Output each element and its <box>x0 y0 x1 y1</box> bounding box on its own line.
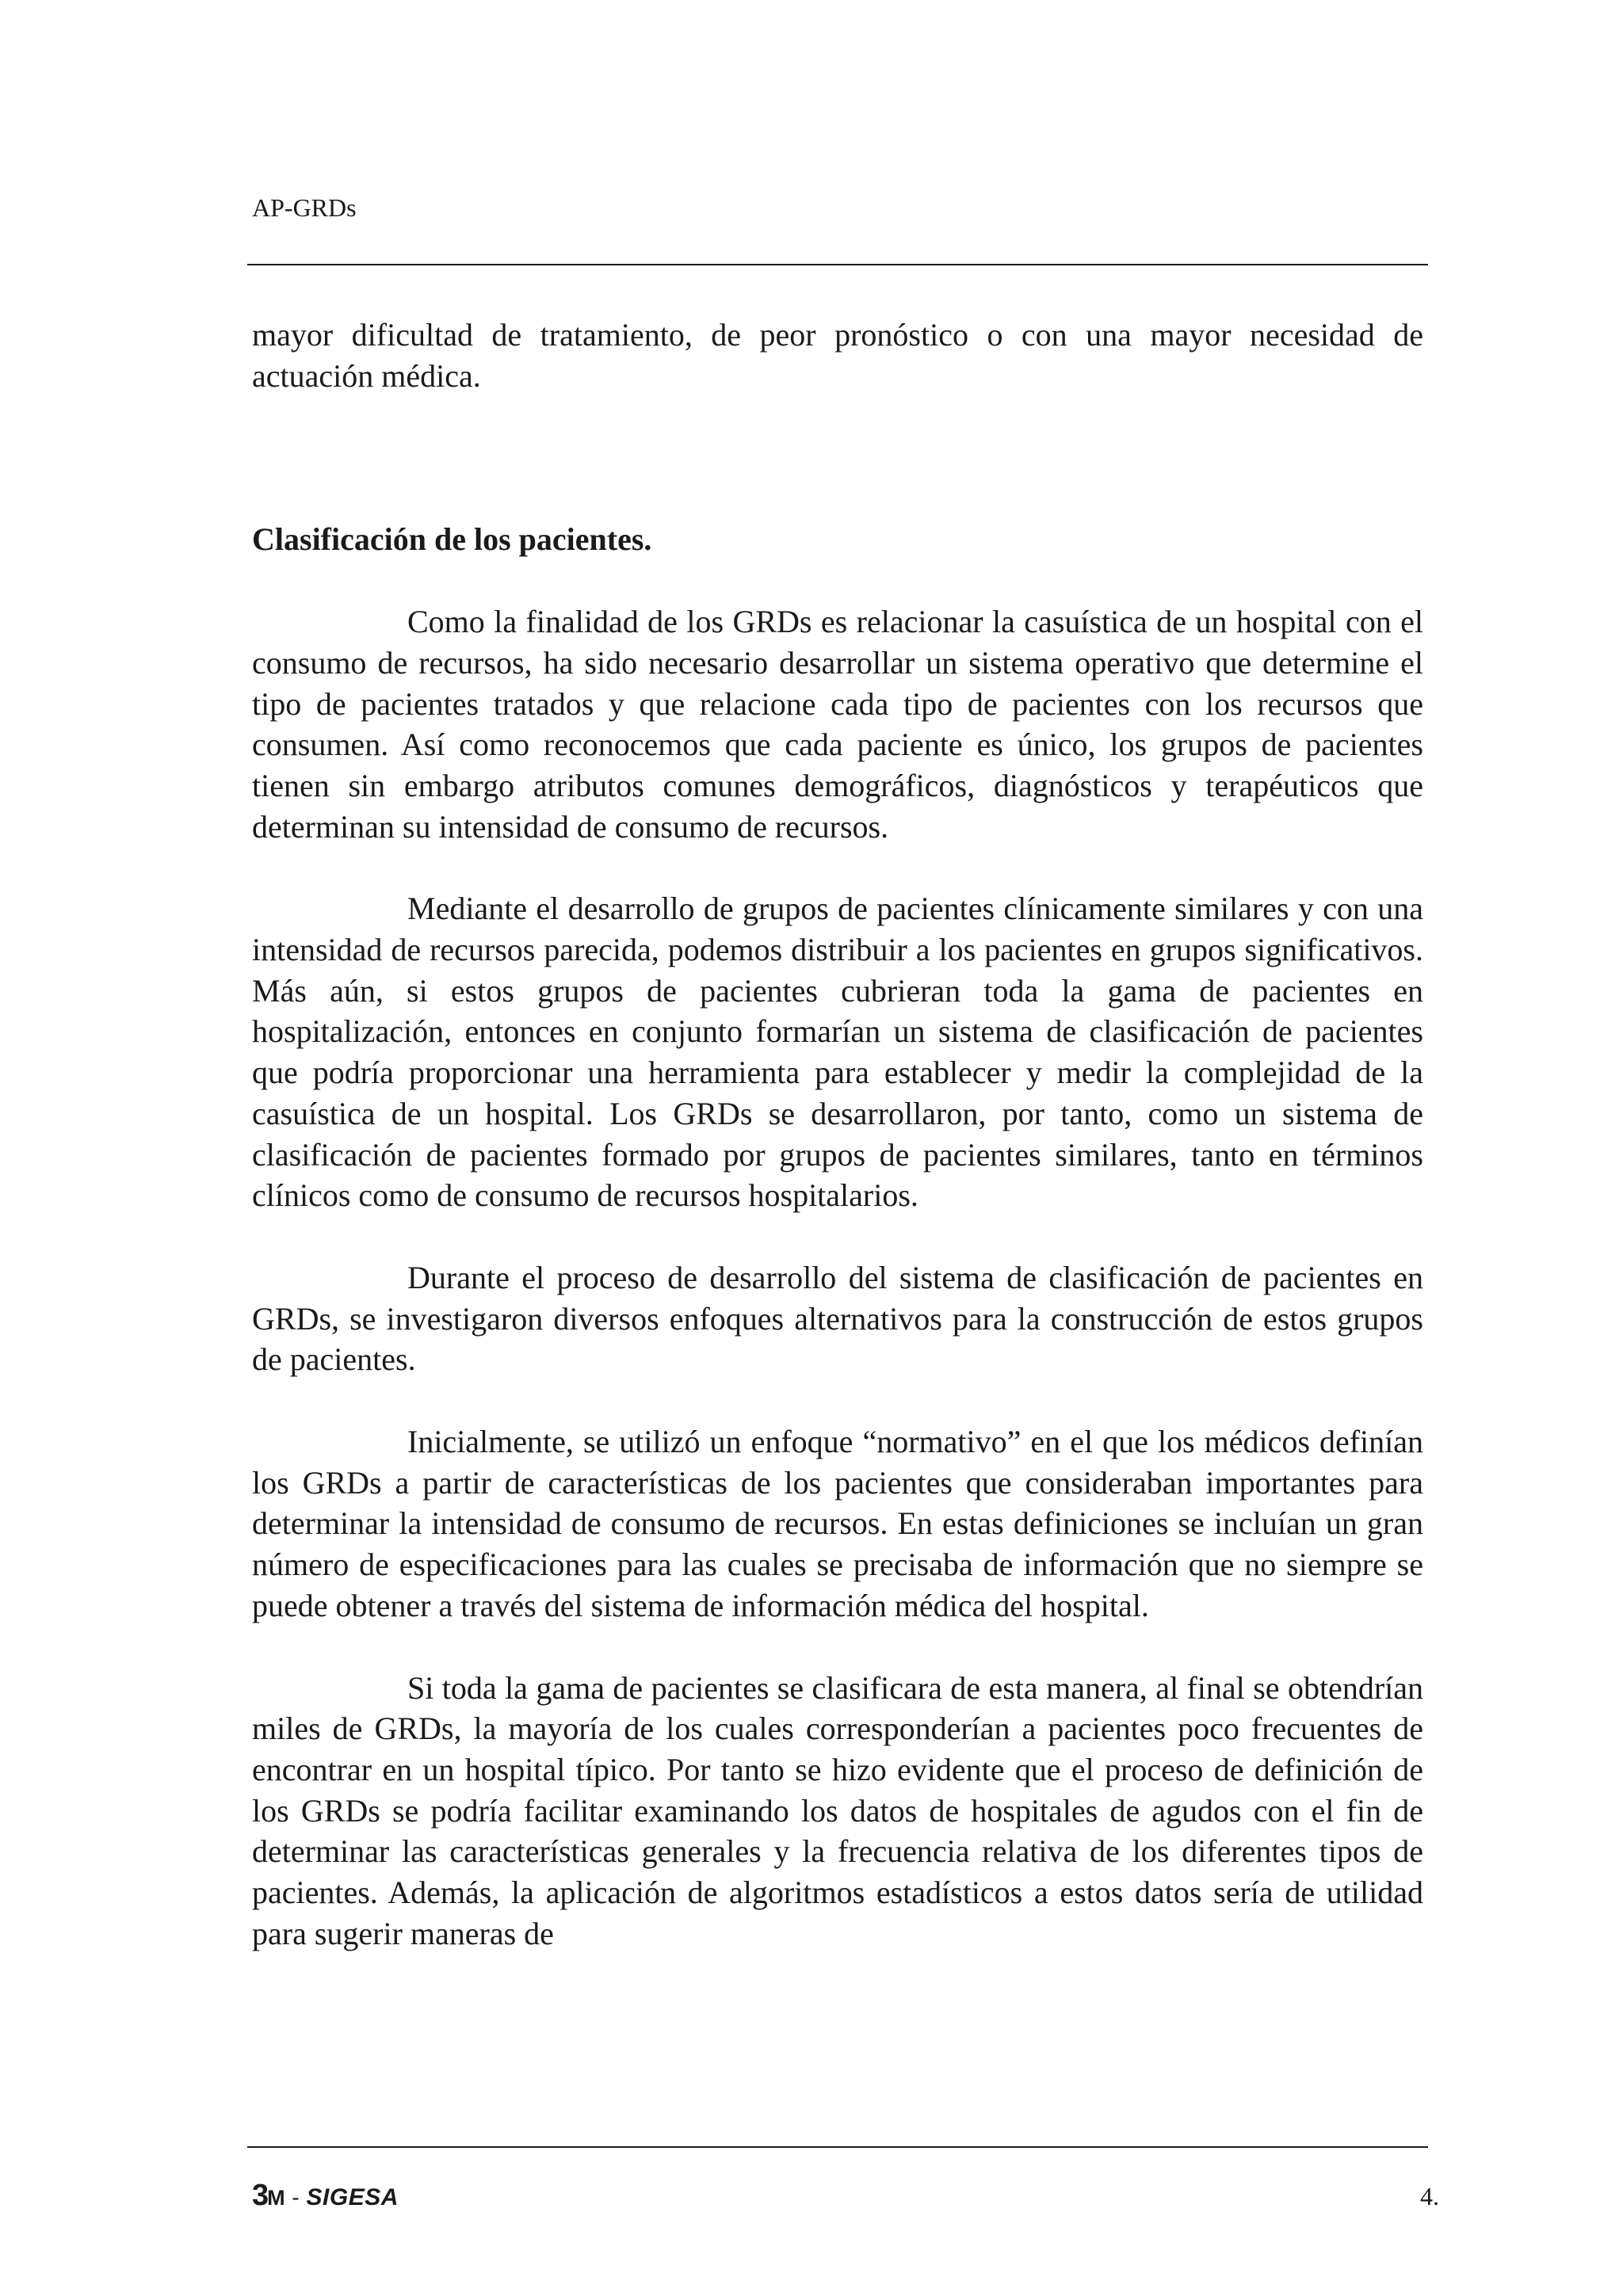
logo-separator: - <box>285 2185 307 2210</box>
footer-rule <box>247 2146 1428 2148</box>
body-paragraph-1: Como la finalidad de los GRDs es relacionar la casuística de un hospital con el consumo de recursos, ha sido necesario desarrollar un sistema operativo que determine el tipo de pacientes tratados y que relacione cada tipo de pacientes con los recursos que consumen. Así como reconocemos que cada paciente es único, los grupos de pacientes tienen sin embargo atributos comunes demográficos, diagnósticos y terapéuticos que determinan su intensidad de consumo de recursos. <box>252 604 1423 845</box>
publisher-logo <box>252 2180 399 2210</box>
running-header: AP-GRDs <box>252 193 357 222</box>
header-rule <box>247 264 1428 265</box>
body-paragraph-4: Inicialmente, se utilizó un enfoque “normativo” en el que los médicos definían los GRDs a partir de características de los pacientes que consideraban importantes para determinar la intensidad de consumo de recursos. En estas definiciones se incluían un gran número de especificaciones para las cuales se precisaba de información que no siempre se puede obtener a través del sistema de información médica del hospital. <box>252 1424 1423 1623</box>
body-paragraph-5: Si toda la gama de pacientes se clasificara de esta manera, al final se obtendrían miles de GRDs, la mayoría de los cuales corresponderían a pacientes poco frecuentes de encontrar en un hospital típico. Por tanto se hizo evidente que el proceso de definición de los GRDs se podría facilitar examinando los datos de hospitales de agudos con el fin de determinar las características generales y la frecuencia relativa de los diferentes tipos de pacientes. Además, la aplicación de algoritmos estadísticos a estos datos sería de utilidad para sugerir maneras de <box>252 1669 1423 1951</box>
logo-brand-letter: M <box>267 2186 286 2210</box>
body-paragraph-2: Mediante el desarrollo de grupos de pacientes clínicamente similares y con una intensidad de recursos parecida, podemos distribuir a los pacientes en grupos significativos. Más aún, si estos grupos de pacientes cubrieran toda la gama de pacientes en hospitalización, entonces en conjunto formarían un sistema de clasificación de pacientes que podría proporcionar una herramienta para establecer y medir la complejidad de la casuística de un hospital. Los GRDs se desarrollaron, por tanto, como un sistema de clasificación de pacientes formado por grupos de pacientes similares, tanto en términos clínicos como de consumo de recursos hospitalarios. <box>252 891 1423 1214</box>
section-heading: Clasificación de los pacientes. <box>252 521 652 558</box>
logo-brand-digit: 3 <box>252 2179 268 2212</box>
body-paragraph-3: Durante el proceso de desarrollo del sistema de clasificación de pacientes en GRDs, se investigaron diversos enfoques alternativos para la construcción de estos grupos de pacientes. <box>252 1259 1423 1378</box>
page-number: 4. <box>1420 2182 1439 2210</box>
logo-name: SIGESA <box>306 2184 399 2210</box>
continued-paragraph: mayor dificultad de tratamiento, de peor pronóstico o con una mayor necesidad de actuación médica. <box>252 317 1423 394</box>
page-body <box>252 315 1423 1955</box>
